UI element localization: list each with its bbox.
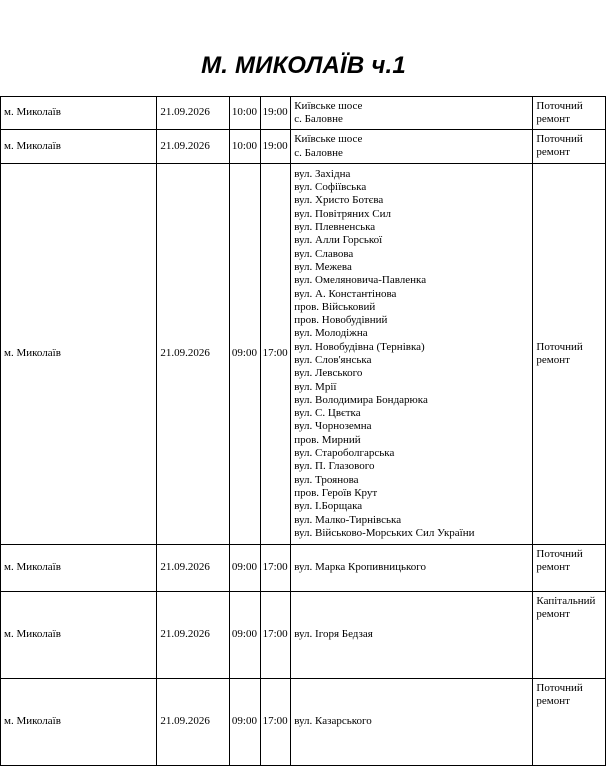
address-line: вул. Повітряних Сил [294, 207, 391, 220]
address-line: вул. Володимира Бондарюка [294, 393, 428, 406]
page-title: М. МИКОЛАЇВ ч.1 [201, 52, 406, 79]
address-line: вул. Мрії [294, 380, 337, 393]
address-line: вул. Славова [294, 247, 354, 260]
schedule-body [1, 97, 606, 766]
work-type-line: ремонт [536, 695, 570, 708]
table-row [1, 592, 606, 679]
address-line: пров. Військовий [294, 300, 376, 313]
outage-schedule-table [0, 96, 606, 766]
table-row [1, 545, 606, 592]
date-cell: 21.09.2026 [157, 97, 230, 130]
work-type-line: ремонт [536, 113, 570, 126]
address-line: вул. Староболгарська [294, 447, 395, 460]
start-time-cell: 10:00 [229, 97, 260, 130]
date-cell: 21.09.2026 [157, 130, 230, 164]
work-type-line: Капітальний [536, 595, 596, 607]
start-time-cell: 09:00 [229, 545, 260, 592]
end-time-cell: 17:00 [260, 164, 291, 545]
city-cell: м. Миколаїв [1, 545, 157, 592]
address-line: вул. Західна [294, 167, 351, 180]
start-time-cell: 09:00 [229, 592, 260, 679]
work-type-line: ремонт [536, 354, 570, 366]
address-line: вул. Молодіжна [294, 327, 368, 340]
work-type-cell [533, 545, 606, 592]
address-line: вул. С. Цвєтка [294, 407, 361, 420]
work-type-line: Поточний [536, 682, 583, 694]
address-line: с. Баловне [294, 113, 343, 125]
address-line: вул. Левського [294, 367, 363, 380]
address-line: вул. П. Глазового [294, 460, 375, 473]
address-line: вул. Плевненська [294, 221, 376, 234]
work-type-line: ремонт [536, 146, 570, 159]
work-type-line: Поточний [536, 340, 583, 353]
address-cell [291, 545, 533, 592]
table-row [1, 679, 606, 766]
address-line: вул. Новобудівна (Тернівка) [294, 340, 425, 353]
address-line: вул. Алли Горської [294, 234, 383, 247]
address-line: вул. Слов'янська [294, 354, 372, 366]
address-line: вул. Чорноземна [294, 420, 372, 433]
end-time-cell: 19:00 [260, 130, 291, 164]
work-type-cell [533, 679, 606, 766]
address-cell [291, 164, 533, 545]
table-row [1, 130, 606, 164]
address-line: Київське шосе [294, 99, 363, 112]
city-cell: м. Миколаїв [1, 97, 157, 130]
address-line: вул. І.Борщака [294, 500, 363, 513]
work-type-line: Поточний [536, 100, 583, 112]
address-line: вул. Троянова [294, 473, 359, 486]
address-cell [291, 592, 533, 679]
end-time-cell: 17:00 [260, 545, 291, 592]
address-line: вул. Малко-Тирнівська [294, 513, 402, 526]
start-time-cell: 09:00 [229, 164, 260, 545]
address-line: с. Баловне [294, 146, 343, 159]
work-type-cell [533, 97, 606, 130]
date-cell: 21.09.2026 [157, 679, 230, 766]
work-type-line: ремонт [536, 561, 570, 574]
address-line: вул. Христо Ботєва [294, 194, 384, 207]
address-line: вул. Межева [294, 260, 352, 273]
end-time-cell: 17:00 [260, 679, 291, 766]
table-row [1, 164, 606, 545]
work-type-line: Поточний [536, 133, 583, 145]
address-line: вул. Омеляновича-Павленка [294, 274, 427, 287]
address-line: вул. Софіївська [294, 181, 367, 194]
address-line: вул. А. Константінова [294, 287, 397, 300]
address-line: вул. Марка Кропивницького [294, 561, 427, 574]
address-line: Київське шосе [294, 133, 363, 146]
table-row [1, 97, 606, 130]
address-line: вул. Ігоря Бедзая [294, 628, 373, 641]
work-type-cell [533, 164, 606, 545]
address-line: пров. Новобудівний [294, 314, 388, 327]
address-line: вул. Військово-Морських Сил України [294, 526, 475, 539]
city-cell: м. Миколаїв [1, 130, 157, 164]
work-type-line: ремонт [536, 608, 570, 621]
end-time-cell: 17:00 [260, 592, 291, 679]
address-line: пров. Мирний [294, 433, 361, 446]
date-cell: 21.09.2026 [157, 164, 230, 545]
work-type-cell [533, 130, 606, 164]
work-type-line: Поточний [536, 548, 583, 560]
date-cell: 21.09.2026 [157, 545, 230, 592]
address-cell [291, 130, 533, 164]
end-time-cell: 19:00 [260, 97, 291, 130]
city-cell: м. Миколаїв [1, 679, 157, 766]
city-cell: м. Миколаїв [1, 164, 157, 545]
date-cell: 21.09.2026 [157, 592, 230, 679]
start-time-cell: 10:00 [229, 130, 260, 164]
address-line: вул. Казарського [294, 715, 372, 728]
city-cell: м. Миколаїв [1, 592, 157, 679]
address-cell [291, 97, 533, 130]
address-cell [291, 679, 533, 766]
start-time-cell: 09:00 [229, 679, 260, 766]
work-type-cell [533, 592, 606, 679]
address-line: пров. Героїв Крут [294, 486, 378, 499]
